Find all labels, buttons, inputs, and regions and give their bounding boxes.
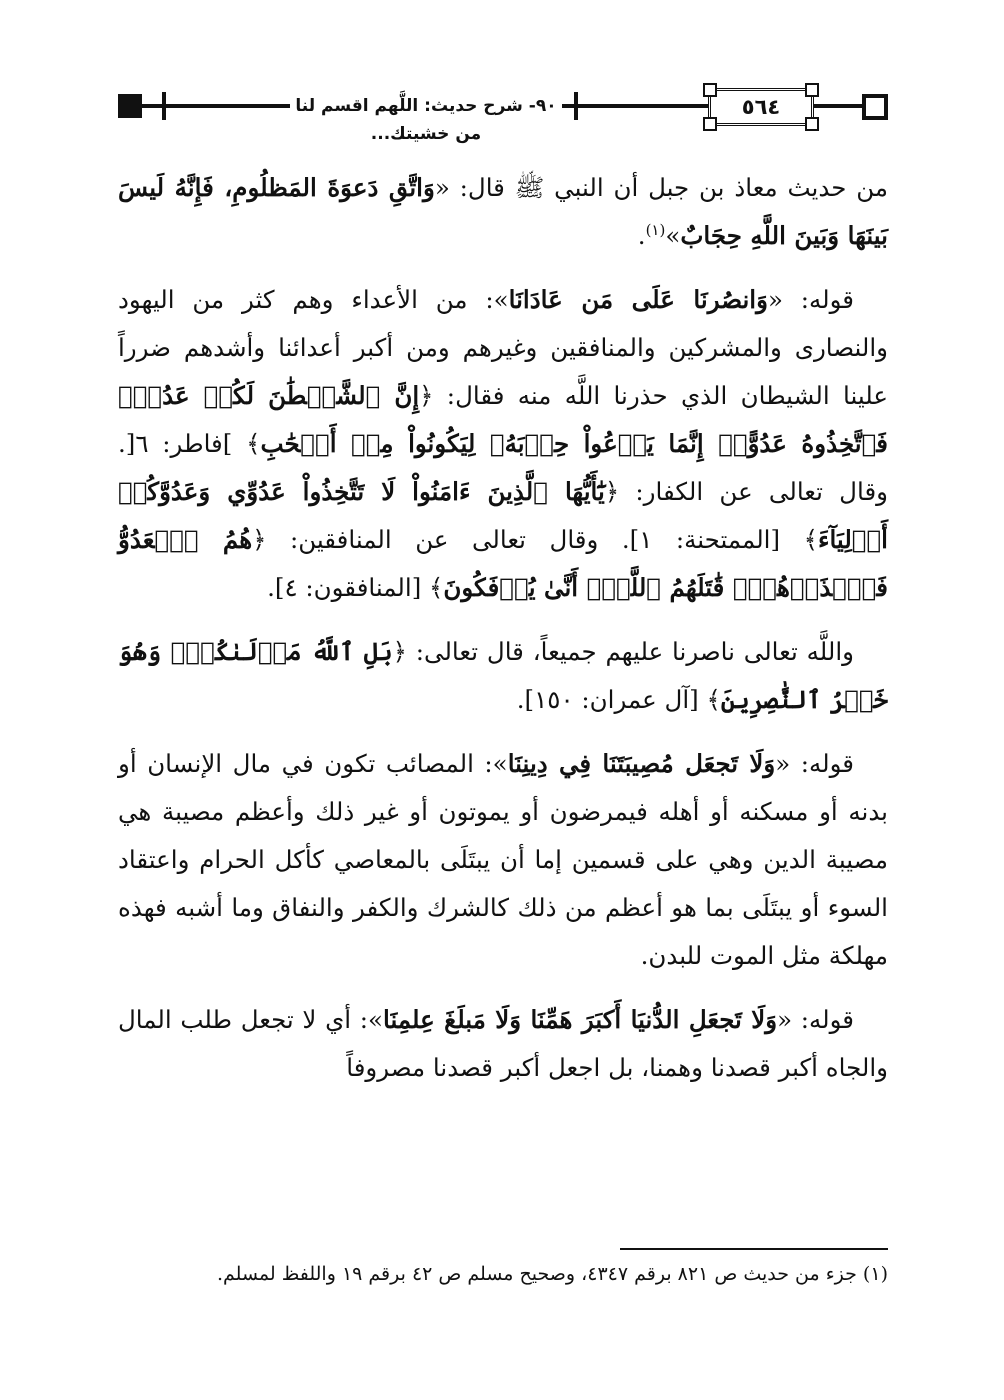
text-segment: قوله: « [777,1005,854,1034]
text-segment: »: أي لا تجعل طلب المال والجاه أكبر قصدنا وهمنا، بل اجعل أكبر قصدنا مصروفاً [118,1005,888,1082]
footnote-rule [620,1248,888,1250]
text-segment: قوله: « [775,749,854,778]
text-segment: . [637,221,646,250]
text-segment: واللَّه تعالى ناصرنا عليهم جميعاً، قال تعالى: ﴿ [392,637,854,666]
header-square-left [118,94,142,118]
quoted-text: يَٰٓأَيُّهَا ٱلَّذِينَ ءَامَنُواْ لَا تَتَّخِذُواْ عَدُوِّي وَعَدُوَّكُمۡ أَوۡلِيَآءَ [118,477,888,554]
text-segment: من حديث معاذ بن جبل أن النبي ﷺ قال: « [434,173,888,202]
paragraph [118,276,888,612]
page-number: ٥٦٤ [741,95,781,119]
text-segment: » [665,221,681,250]
text-segment: ﴾ [الممتحنة: ١]. وقال تعالى عن المنافقين: ﴿ [252,525,818,554]
quoted-text: وَاتَّقِ دَعوَةَ المَظلُومِ، فَإِنَّهُ لَيسَ بَينَهَا وَبَينَ اللَّهِ حِجَابٌ [118,173,888,250]
text-segment: »: من الأعداء وهم كثر من اليهود والنصارى والمشركين والمنافقين وغيرهم ومن أكبر أعدائنا وأشدهم ضرراً علينا الشيطان الذي حذرنا اللَّه منه فقال: ﴿ [118,285,888,410]
text-segment: ﴾ ]فاطر: ٦[. وقال تعالى عن الكفار: ﴿ [118,429,888,506]
header-bar [162,92,166,120]
quoted-text: وَانصُرنَا عَلَى مَن عَادَانَا [508,285,768,314]
paragraph [118,996,888,1092]
footnote: (١) جزء من حديث ص ٨٢١ برقم ٤٣٤٧، وصحيح مسلم ص ٤٢ برقم ١٩ واللفظ لمسلم. [216,1263,888,1285]
quoted-text: إِنَّ ٱلشَّيۡطَٰنَ لَكُمۡ عَدُوّٞ فَٱتَّخِذُوهُ عَدُوًّاۚ إِنَّمَا يَدۡعُواْ حِزۡبَهُۥ لِيَكُونُواْ مِنۡ أَصۡحَٰبِ [118,381,888,458]
quoted-text: وَلَا تَجعَل مُصِيبَتَنَا فِي دِينِنَا [507,749,776,778]
quoted-text: هُمُ ٱلۡعَدُوُّ فَٱحۡذَرۡهُمۡۚ قَٰتَلَهُمُ ٱللَّهُۖ أَنَّىٰ يُؤۡفَكُونَ [118,525,888,602]
page-number-frame [708,88,814,126]
paragraph [118,628,888,724]
text-segment: ﴾ [آل عمران: ١٥٠]. [516,685,721,714]
paragraph [118,164,888,260]
footnote-marker: (١) [645,220,666,239]
chapter-title: ٩٠- شرح حديث: اللَّهم اقسم لنا من خشيتك... [290,92,562,148]
header-bar [574,92,578,120]
text-segment: »: المصائب تكون في مال الإنسان أو بدنه أو مسكنه أو أهله فيمرضون أو يموتون أو غير ذلك وأعظم مصيبة هي مصيبة الدين وهي على قسمين إما أن يبتَلَى بالمعاصي كأكل الحرام واعتقاد السوء أو يبتَلَى بما هو أعظم من ذلك كالشرك والكفر والنفاق وما أشبه فهذه مهلكة مثل الموت للبدن. [118,749,888,970]
main-text [118,164,888,1092]
running-header [118,86,888,144]
quoted-text: وَلَا تَجعَلِ الدُّنيَا أَكبَرَ هَمِّنَا وَلَا مَبلَغَ عِلمِنَا [382,1005,778,1034]
quoted-text: بَلِ ٱللَّهُ مَوۡلَىٰكُمۡۖ وَهُوَ خَيۡرُ ٱلنَّٰصِرِينَ [118,637,888,714]
text-segment: قوله: « [767,285,854,314]
paragraph [118,740,888,980]
header-square-right [862,94,888,120]
text-segment: ﴾ [المنافقون: ٤]. [267,573,444,602]
